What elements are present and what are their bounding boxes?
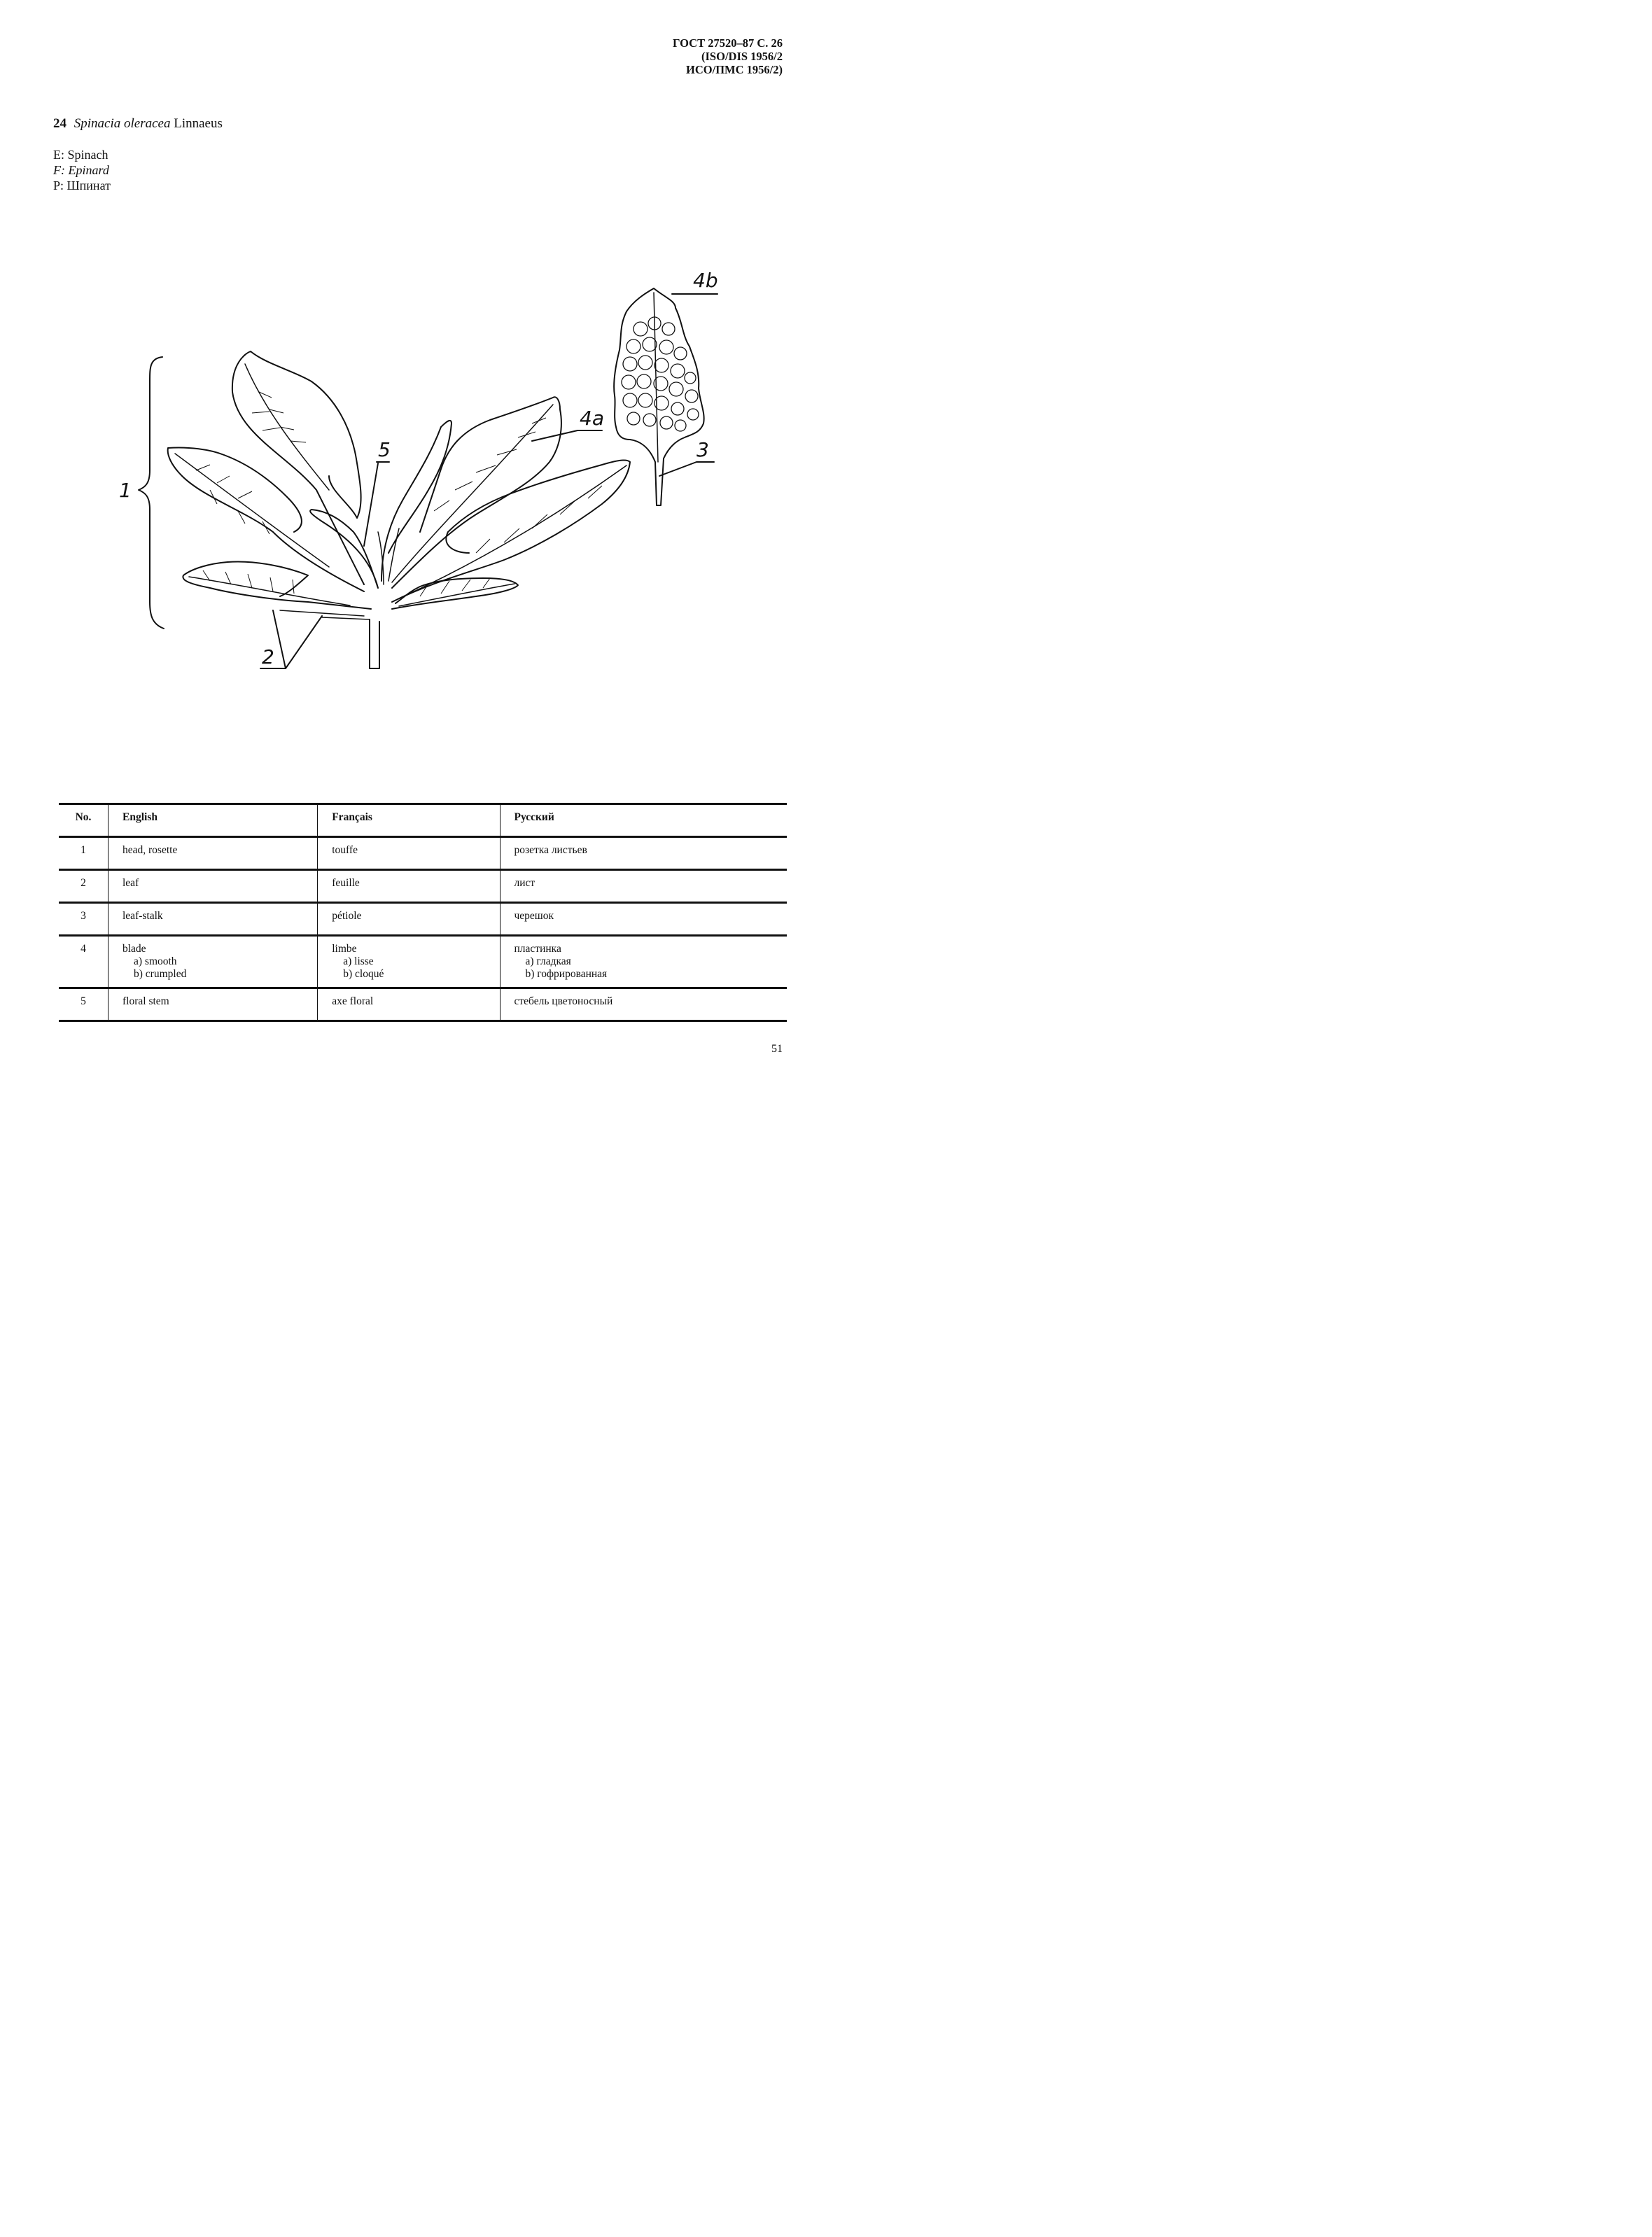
french-term: touffe (318, 837, 500, 870)
label-2: 2 (262, 645, 274, 668)
russian-term (500, 936, 787, 988)
french-term-main: limbe (332, 943, 357, 955)
table-row (59, 870, 787, 903)
russian-term: стебель цветоносный (500, 988, 787, 1021)
leader-5 (364, 462, 389, 546)
terminology-table (59, 803, 787, 1022)
column-header-russian: Русский (500, 804, 787, 837)
spinach-illustration (0, 0, 826, 700)
table-row (59, 837, 787, 870)
leaf-center-right (382, 421, 451, 581)
page-number: 51 (771, 1043, 783, 1055)
russian-subterm-b: b) гофрированная (525, 968, 608, 980)
table-header-row (59, 804, 787, 837)
table-row (59, 903, 787, 936)
english-name: E: Spinach (53, 148, 108, 162)
russian-name: P: Шпинат (53, 178, 111, 192)
french-term: feuille (318, 870, 500, 903)
russian-term: черешок (500, 903, 787, 936)
french-term: pétiole (318, 903, 500, 936)
row-number: 3 (59, 903, 108, 936)
english-term: leaf-stalk (108, 903, 318, 936)
leader-4a (532, 430, 602, 441)
column-header-number: No. (59, 804, 108, 837)
french-term: axe floral (318, 988, 500, 1021)
main-stem (370, 619, 379, 668)
russian-subterm-a: a) гладкая (525, 955, 571, 967)
table-row (59, 988, 787, 1021)
species-number: 24 (53, 116, 66, 131)
russian-term: лист (500, 870, 787, 903)
english-subterm-b: b) crumpled (134, 968, 187, 980)
column-header-french: Français (318, 804, 500, 837)
label-4a: 4a (580, 407, 604, 430)
row-number: 1 (59, 837, 108, 870)
russian-term: розетка листьев (500, 837, 787, 870)
french-name: F: Epinard (53, 163, 109, 177)
row-number: 2 (59, 870, 108, 903)
french-term (318, 936, 500, 988)
english-term (108, 936, 318, 988)
english-term-main: blade (122, 943, 146, 955)
row-number: 5 (59, 988, 108, 1021)
leader-3 (659, 462, 714, 476)
standard-code: ГОСТ 27520–87 С. 26 (673, 36, 783, 50)
english-term: head, rosette (108, 837, 318, 870)
label-5: 5 (378, 438, 391, 461)
label-3: 3 (696, 438, 709, 461)
french-subterm-b: b) cloqué (343, 968, 384, 980)
english-term: floral stem (108, 988, 318, 1021)
leaf-top-left (232, 351, 364, 584)
leaf-bottom-left (183, 561, 371, 609)
english-subterm-a: a) smooth (134, 955, 177, 967)
iso-code: (ISO/DIS 1956/2 (701, 50, 783, 63)
russian-term-main: пластинка (514, 943, 561, 955)
french-subterm-a: a) lisse (343, 955, 374, 967)
label-1: 1 (119, 479, 132, 502)
rosette-bracket (139, 357, 164, 629)
label-4b: 4b (693, 269, 718, 292)
english-term: leaf (108, 870, 318, 903)
table-row (59, 936, 787, 988)
column-header-english: English (108, 804, 318, 837)
leaf-left (168, 447, 364, 591)
iso-code-russian: ИСО/ПМС 1956/2) (686, 63, 783, 76)
author-name: Linnaeus (174, 116, 223, 131)
latin-name: Spinacia oleracea (74, 116, 171, 131)
row-number: 4 (59, 936, 108, 988)
